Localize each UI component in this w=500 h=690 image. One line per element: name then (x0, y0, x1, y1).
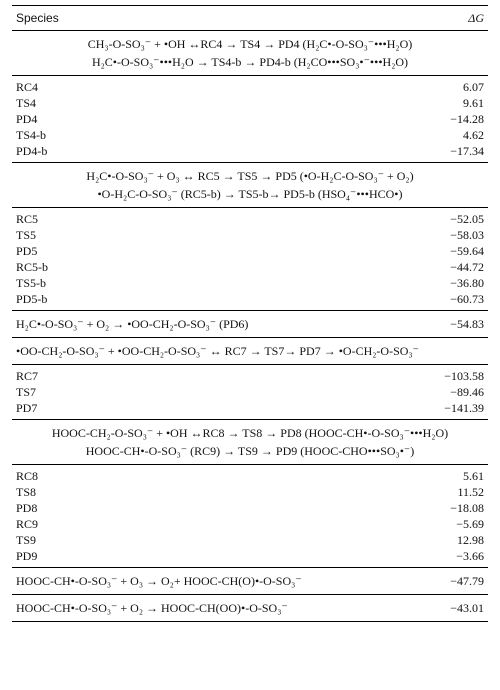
table-row (12, 79, 488, 95)
delta-g-value: −103.58 (444, 369, 484, 383)
table-row (12, 368, 488, 384)
species-name: RC5 (16, 212, 39, 226)
table-row (12, 95, 488, 111)
delta-g-value: −60.73 (450, 292, 484, 306)
table-row (12, 532, 488, 548)
table-row (12, 384, 488, 400)
delta-g-value: −54.83 (450, 317, 484, 331)
delta-g-value: 9.61 (463, 96, 484, 110)
reaction-equation: HOOC-CH•-O-SO₃⁻ + O₃ → O₂+ HOOC-CH(O)•-O-SO₃⁻ (16, 574, 302, 588)
bottom-rule (12, 621, 488, 622)
reaction-equation: H₂C•-O-SO₃⁻•••H₂O → TS4-b → PD4-b (H₂CO•••SO₃•⁻•••H₂O) (91, 55, 409, 69)
species-name: RC7 (16, 369, 39, 383)
species-name: TS4 (16, 96, 37, 110)
table-row (12, 127, 488, 143)
table-row (12, 143, 488, 159)
reaction-equation: •O-H₂C-O-SO₃⁻ (RC5-b) → TS5-b→ PD5-b (HSO₄⁻•••HCO•) (97, 187, 403, 201)
species-name: TS9 (16, 533, 37, 547)
reaction-block (12, 420, 488, 464)
delta-g-value: −47.79 (450, 574, 484, 588)
delta-g-value: 5.61 (463, 469, 484, 483)
table-row (12, 468, 488, 484)
table-row (12, 400, 488, 416)
reaction-line (12, 595, 488, 621)
species-name: RC9 (16, 517, 39, 531)
delta-g-value: 6.07 (463, 80, 484, 94)
species-name: PD4-b (16, 144, 48, 158)
delta-g-value: −5.69 (456, 517, 484, 531)
species-rows (12, 465, 488, 567)
species-name: PD4 (16, 112, 38, 126)
table-row (12, 548, 488, 564)
species-rows (12, 365, 488, 419)
delta-g-value: −59.64 (450, 244, 484, 258)
reaction-equation: HOOC-CH₂-O-SO₃⁻ + •OH ↔RC8 → TS8 → PD8 (HOOC-CH•-O-SO₃⁻•••H₂O) (51, 426, 449, 440)
delta-g-column-header: ΔG (468, 11, 484, 25)
species-column-header: Species (16, 11, 59, 25)
reaction-equation: H₂C•-O-SO₃⁻ + O₃ ↔ RC5 → TS5 → PD5 (•O-H₂C-O-SO₃⁻ + O₂) (86, 169, 414, 183)
species-rows (12, 76, 488, 162)
species-name: PD8 (16, 501, 38, 515)
species-name: RC4 (16, 80, 39, 94)
table-row (12, 484, 488, 500)
reaction-equation: HOOC-CH•-O-SO₃⁻ + O₂ → HOOC-CH(OO)•-O-SO₃⁻ (16, 601, 288, 615)
table-header (12, 6, 488, 30)
table-row (12, 516, 488, 532)
table-row (12, 291, 488, 307)
species-name: TS7 (16, 385, 37, 399)
species-name: TS5-b (16, 276, 46, 290)
table-row (12, 227, 488, 243)
species-name: RC5-b (16, 260, 49, 274)
reaction-equation: •OO-CH₂-O-SO₃⁻ + •OO-CH₂-O-SO₃⁻ ↔ RC7 → TS7→ PD7 → •O-CH₂-O-SO₃⁻ (16, 344, 419, 358)
delta-g-value: −14.28 (450, 112, 484, 126)
delta-g-value: −44.72 (450, 260, 484, 274)
reaction-equation: CH₃-O-SO₃⁻ + •OH ↔RC4 → TS4 → PD4 (H₂C•-O-SO₃⁻•••H₂O) (87, 37, 413, 51)
delta-g-value: −3.66 (456, 549, 484, 563)
reaction-equation: H₂C•-O-SO₃⁻ + O₂ → •OO-CH₂-O-SO₃⁻ (PD6) (16, 317, 249, 331)
delta-g-value: −58.03 (450, 228, 484, 242)
table-row (12, 500, 488, 516)
species-name: PD5 (16, 244, 38, 258)
delta-g-value: −141.39 (444, 401, 484, 415)
delta-g-value: −52.05 (450, 212, 484, 226)
delta-g-value: 4.62 (463, 128, 484, 142)
species-name: RC8 (16, 469, 39, 483)
species-name: TS4-b (16, 128, 46, 142)
reaction-line (12, 338, 488, 364)
species-name: PD7 (16, 401, 38, 415)
delta-g-value: −18.08 (450, 501, 484, 515)
delta-g-value: −89.46 (450, 385, 484, 399)
species-name: TS8 (16, 485, 37, 499)
species-name: PD9 (16, 549, 38, 563)
delta-g-value: −17.34 (450, 144, 484, 158)
species-rows (12, 208, 488, 310)
reaction-line (12, 311, 488, 337)
delta-g-value: 12.98 (457, 533, 484, 547)
delta-g-value: −36.80 (450, 276, 484, 290)
table-row (12, 211, 488, 227)
delta-g-value: 11.52 (457, 485, 484, 499)
energy-table (12, 5, 488, 622)
species-name: PD5-b (16, 292, 48, 306)
table-row (12, 243, 488, 259)
table-row (12, 111, 488, 127)
delta-g-value: −43.01 (450, 601, 484, 615)
reaction-line (12, 568, 488, 594)
table-row (12, 259, 488, 275)
reaction-block (12, 163, 488, 207)
reaction-equation: HOOC-CH•-O-SO₃⁻ (RC9) → TS9 → PD9 (HOOC-CHO•••SO₃•⁻) (85, 444, 415, 458)
reaction-block (12, 31, 488, 75)
table-row (12, 275, 488, 291)
species-name: TS5 (16, 228, 37, 242)
